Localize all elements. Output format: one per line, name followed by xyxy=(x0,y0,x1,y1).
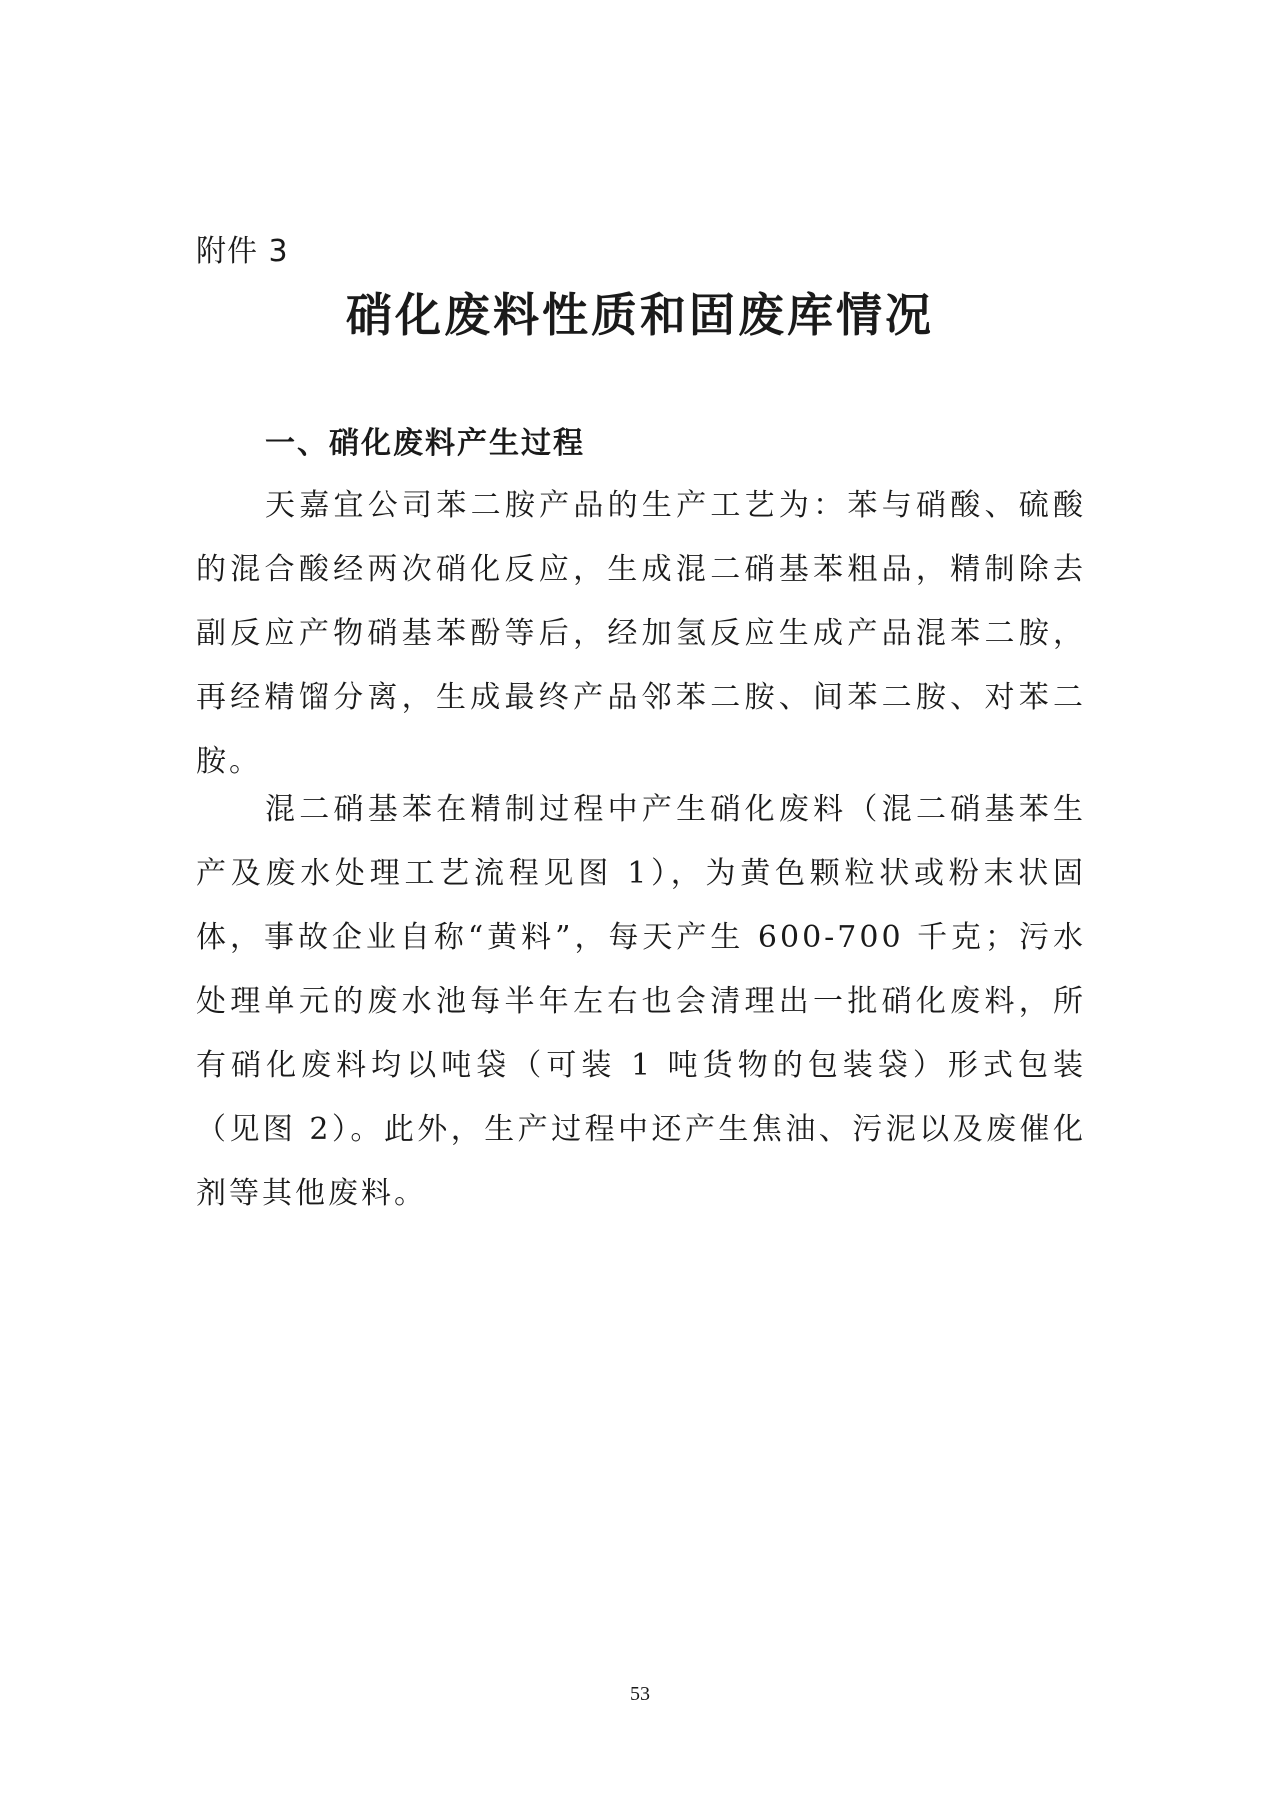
page-title: 硝化废料性质和固废库情况 xyxy=(346,288,934,342)
body-paragraph: 混二硝基苯在精制过程中产生硝化废料（混二硝基苯生产及废水处理工艺流程见图 1），为黄色颗粒状或粉末状固体，事故企业自称“黄料”，每天产生 600-700 千克；污水处理单元的废水池每半年左右也会清理出一批硝化废料，所有硝化废料均以吨袋（可装 1 吨货物的包装袋）形式包装（见图 2）。此外，生产过程中还产生焦油、污泥以及废催化剂等其他废料。 xyxy=(196,792,1086,1211)
attachment-label: 附件 3 xyxy=(196,234,289,269)
body-paragraph: 天嘉宜公司苯二胺产品的生产工艺为：苯与硝酸、硫酸的混合酸经两次硝化反应，生成混二硝基苯粗品，精制除去副反应产物硝基苯酚等后，经加氢反应生成产品混苯二胺，再经精馏分离，生成最终产品邻苯二胺、间苯二胺、对苯二胺。 xyxy=(196,488,1086,779)
section-heading: 一、硝化废料产生过程 xyxy=(265,426,585,461)
page-number: 53 xyxy=(630,1683,650,1705)
